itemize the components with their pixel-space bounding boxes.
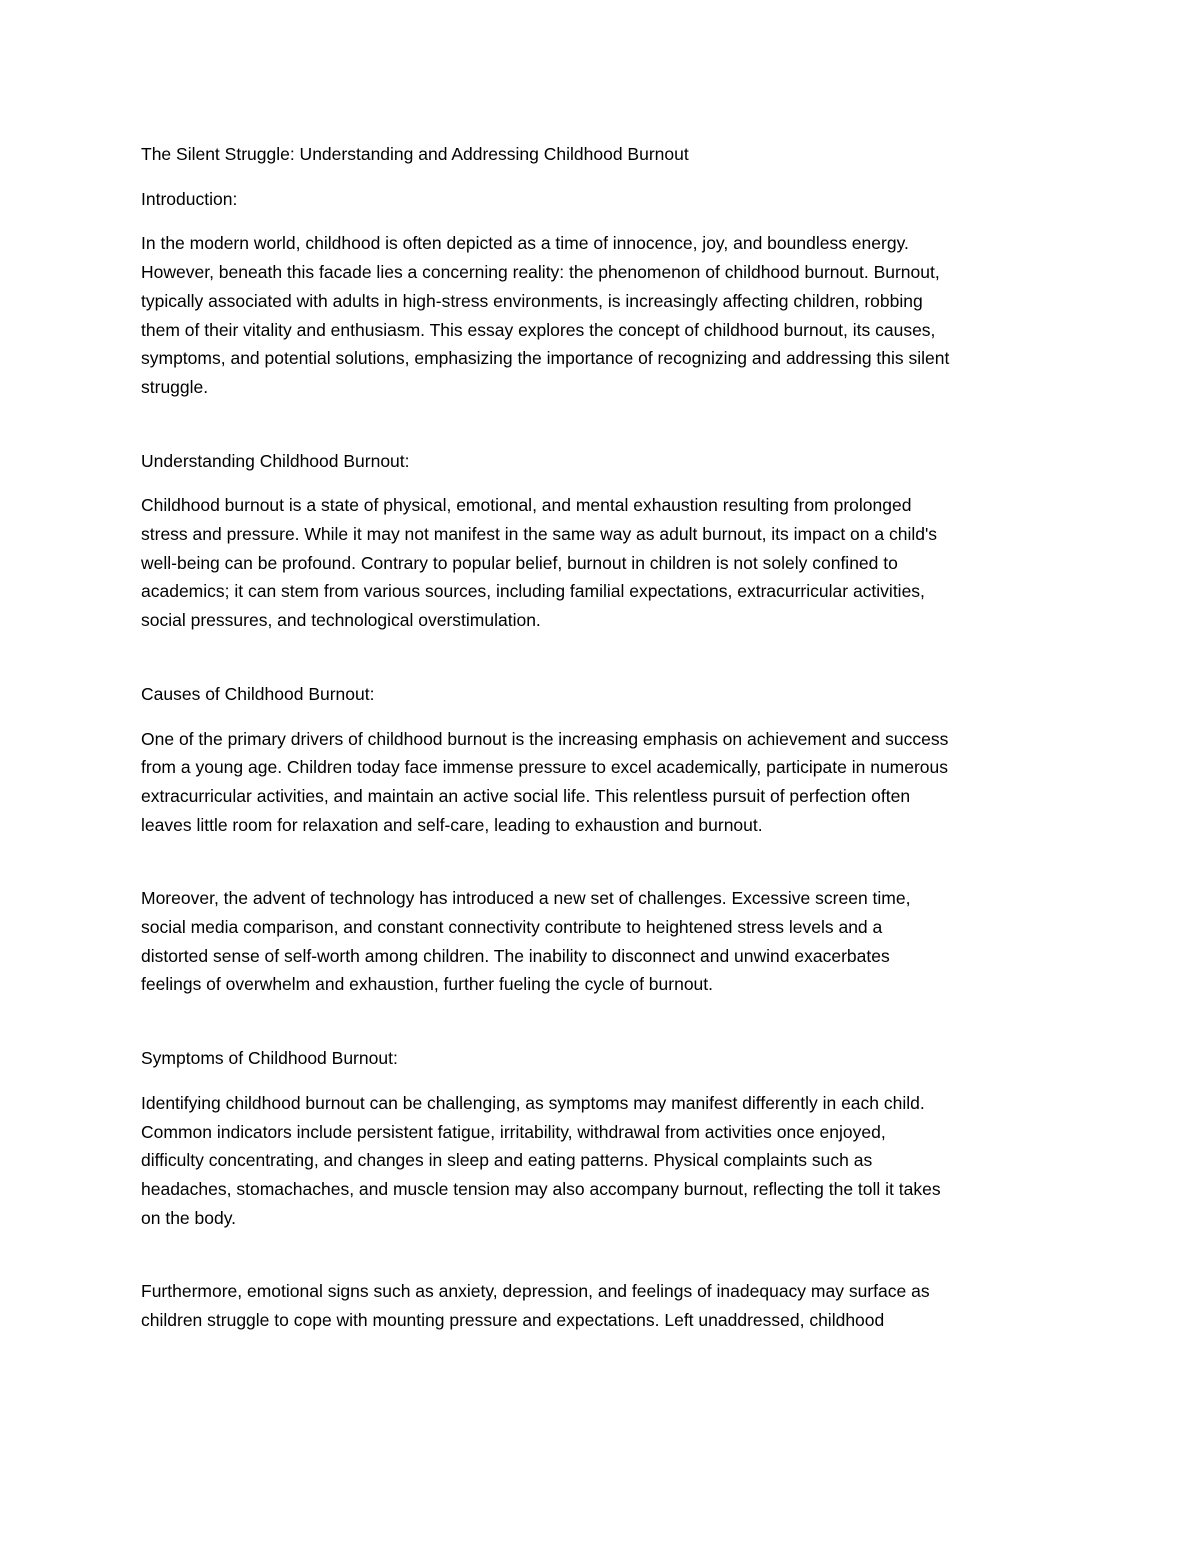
document-body — [141, 140, 1071, 1335]
section-heading-symptoms: Symptoms of Childhood Burnout: — [141, 1048, 398, 1069]
paragraph-introduction: In the modern world, childhood is often depicted as a time of innocence, joy, and boundless energy. However, beneath this facade lies a concerning reality: the phenomenon of childhood burnout. Burnout, typically associated with adults in high-stress environments, is increasingly affecting children, robbing them of their vitality and enthusiasm. This essay explores the concept of childhood burnout, its causes, symptoms, and potential solutions, emphasizing the importance of recognizing and addressing this silent struggle. — [141, 233, 950, 397]
paragraph-spacer — [141, 1232, 1071, 1277]
paragraph-spacer — [141, 402, 1071, 447]
paragraph-causes-2: Moreover, the advent of technology has introduced a new set of challenges. Excessive screen time, social media comparison, and constant connectivity contribute to heightened stress levels and a distorted sense of self-worth among children. The inability to disconnect and unwind exacerbates feelings of overwhelm and exhaustion, further fueling the cycle of burnout. — [141, 888, 911, 995]
paragraph-spacer — [141, 839, 1071, 884]
paragraph-symptoms-1: Identifying childhood burnout can be challenging, as symptoms may manifest differently in each child. Common indicators include persistent fatigue, irritability, withdrawal from activities once enjoyed, difficulty concentrating, and changes in sleep and eating patterns. Physical complaints such as headaches, stomachaches, and muscle tension may also accompany burnout, reflecting the toll it takes on the body. — [141, 1092, 941, 1228]
paragraph-spacer — [141, 999, 1071, 1044]
section-heading-causes: Causes of Childhood Burnout: — [141, 683, 375, 704]
section-heading-understanding: Understanding Childhood Burnout: — [141, 450, 410, 471]
section-heading-introduction: Introduction: — [141, 188, 238, 209]
paragraph-symptoms-2: Furthermore, emotional signs such as anxiety, depression, and feelings of inadequacy may surface as children struggle to cope with mounting pressure and expectations. Left unaddressed, childhood — [141, 1281, 930, 1331]
paragraph-understanding: Childhood burnout is a state of physical, emotional, and mental exhaustion resulting from prolonged stress and pressure. While it may not manifest in the same way as adult burnout, its impact on a child's well-being can be profound. Contrary to popular belief, burnout in children is not solely confined to academics; it can stem from various sources, including familial expectations, extracurricular activities, social pressures, and technological overstimulation. — [141, 495, 938, 631]
paragraph-causes-1: One of the primary drivers of childhood burnout is the increasing emphasis on achievement and success from a young age. Children today face immense pressure to excel academically, participate in numerous extracurricular activities, and maintain an active social life. This relentless pursuit of perfection often leaves little room for relaxation and self-care, leading to exhaustion and burnout. — [141, 728, 949, 835]
paragraph-spacer — [141, 635, 1071, 680]
document-title: The Silent Struggle: Understanding and Addressing Childhood Burnout — [141, 144, 689, 164]
